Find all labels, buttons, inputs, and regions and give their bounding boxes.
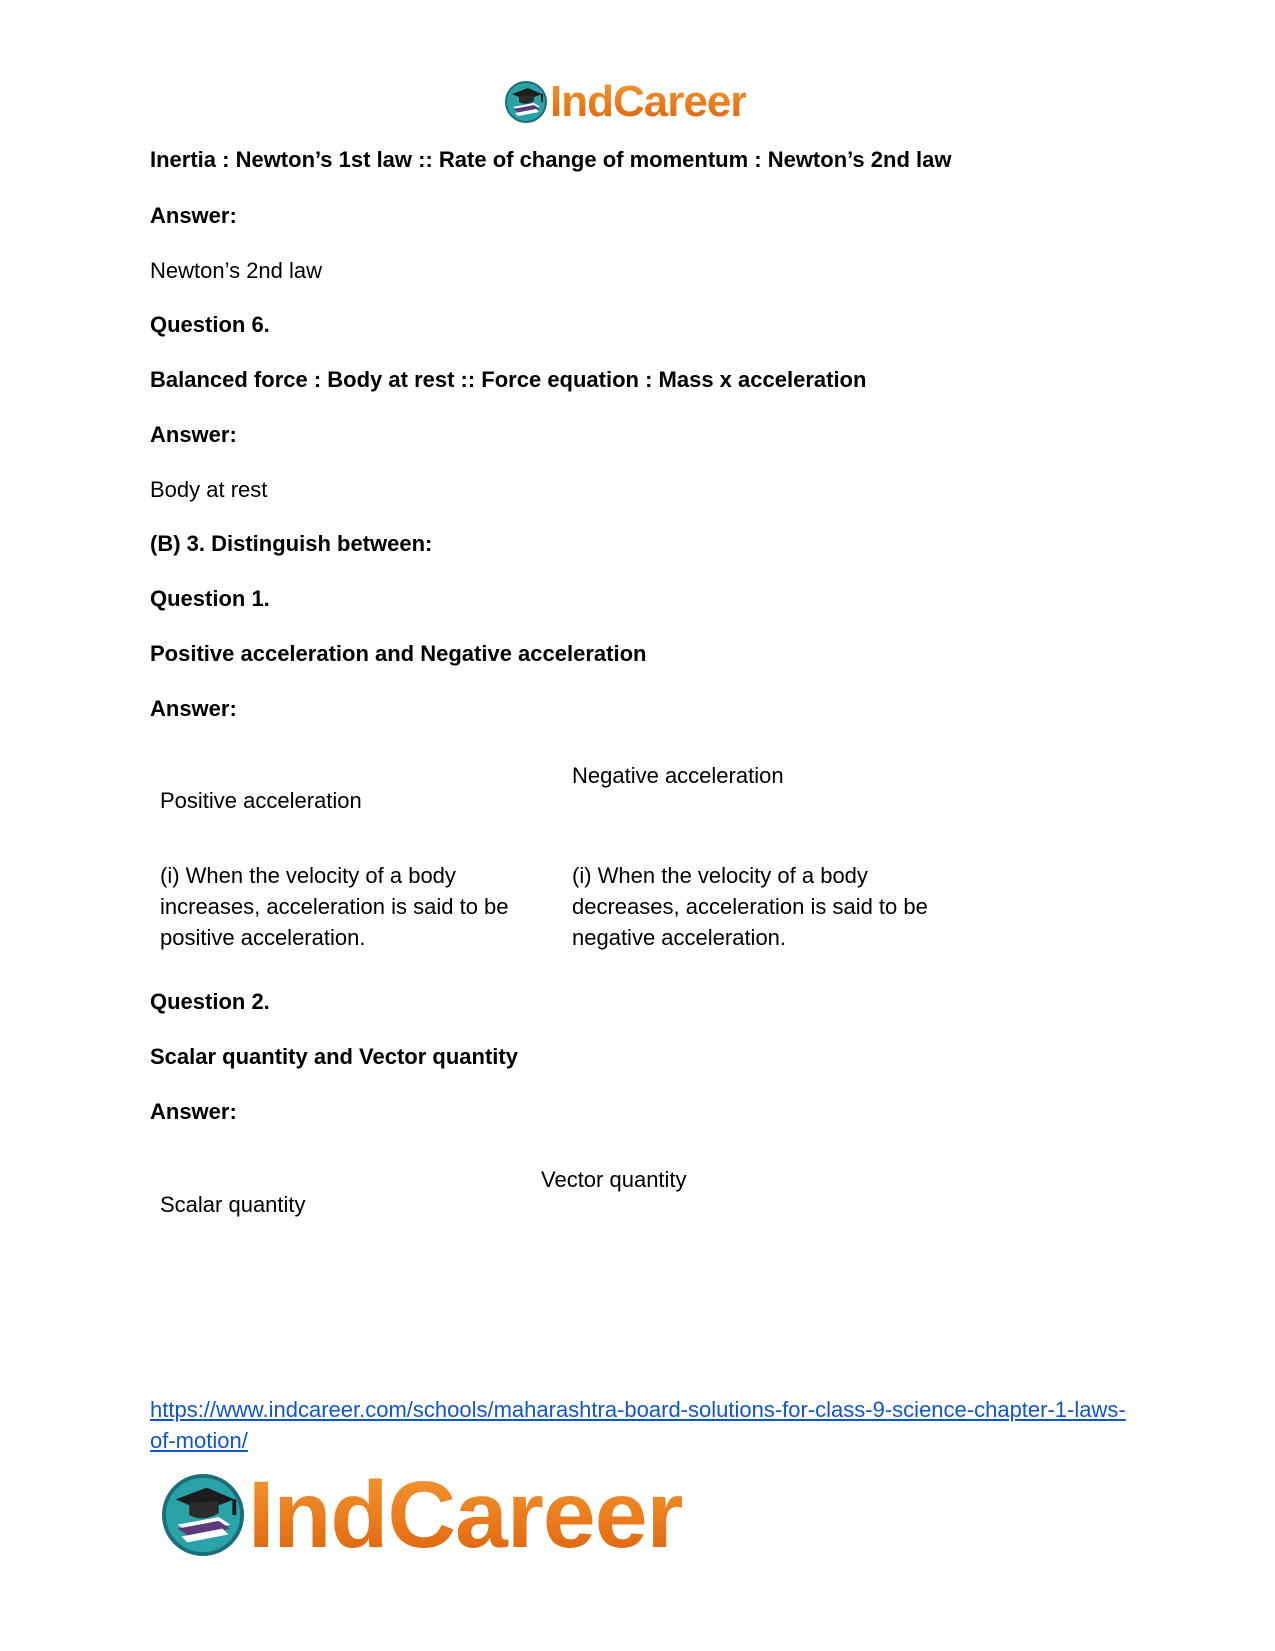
q6-statement: Balanced force : Body at rest :: Force equation : Mass x acceleration <box>150 367 867 392</box>
q2-col1-header: Scalar quantity <box>160 1192 306 1217</box>
q6-title: Question 6. <box>150 312 270 337</box>
q1-answer-label: Answer: <box>150 696 237 721</box>
graduation-cap-book-icon <box>504 80 548 124</box>
graduation-cap-book-icon <box>160 1472 246 1558</box>
q5-answer-label: Answer: <box>150 203 237 228</box>
q6-answer: Body at rest <box>150 477 268 502</box>
q5-answer: Newton’s 2nd law <box>150 258 323 283</box>
source-url-link[interactable]: https://www.indcareer.com/schools/maharashtra-board-solutions-for-class-9-science-chapter-1-laws-of-motion/ <box>150 1397 1126 1453</box>
q5-statement: Inertia : Newton’s 1st law :: Rate of change of momentum : Newton’s 2nd law <box>150 147 952 172</box>
q2-col2-header: Vector quantity <box>541 1167 687 1192</box>
indcareer-logo-top <box>504 78 746 126</box>
q2-answer-label: Answer: <box>150 1099 237 1124</box>
q1-statement: Positive acceleration and Negative acceleration <box>150 641 647 666</box>
q2-title: Question 2. <box>150 989 270 1014</box>
q1-title: Question 1. <box>150 586 270 611</box>
q1-col1-header: Positive acceleration <box>160 788 362 813</box>
indcareer-logo-bottom <box>160 1462 683 1568</box>
q6-answer-label: Answer: <box>150 422 237 447</box>
q1-col2-row1: (i) When the velocity of a body decreases, acceleration is said to be negative acceleration. <box>572 863 928 950</box>
q1-col1-row1: (i) When the velocity of a body increases, acceleration is said to be positive acceleration. <box>160 863 509 950</box>
q1-col2-header: Negative acceleration <box>572 763 784 788</box>
section-title: (B) 3. Distinguish between: <box>150 531 433 556</box>
q2-statement: Scalar quantity and Vector quantity <box>150 1044 518 1069</box>
logo-wordmark: IndCareer <box>248 1462 683 1568</box>
logo-wordmark: IndCareer <box>550 77 747 126</box>
